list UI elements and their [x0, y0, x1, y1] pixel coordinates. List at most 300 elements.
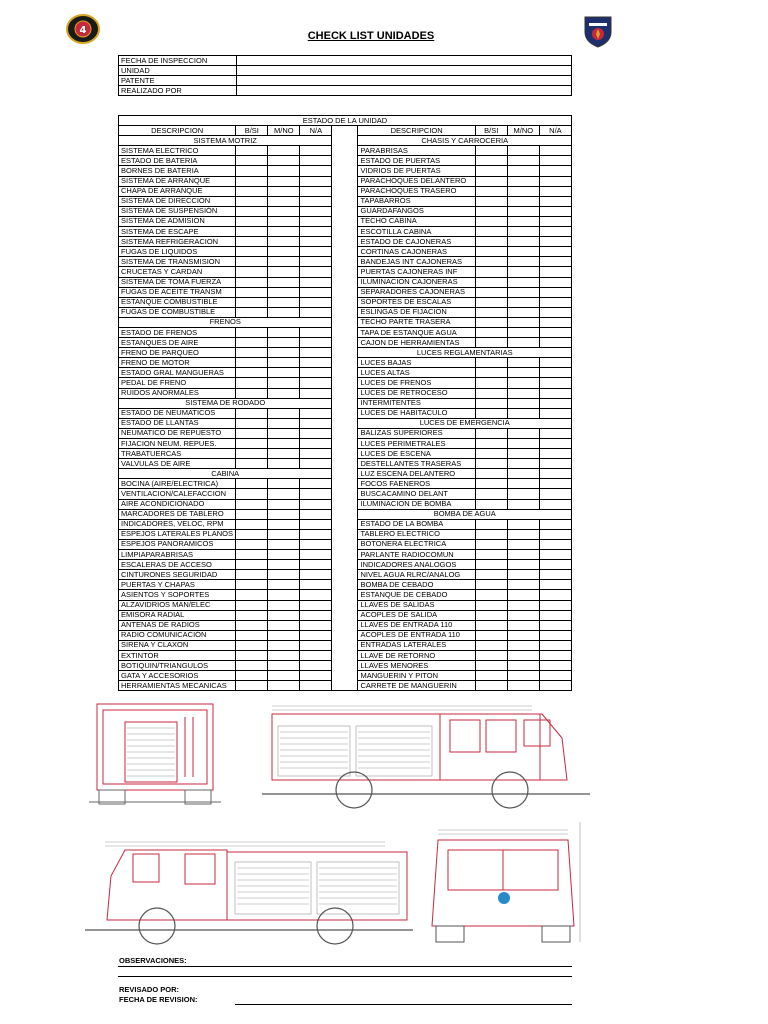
check-cell-mno[interactable]	[507, 247, 539, 257]
check-cell-bsi[interactable]	[475, 560, 507, 570]
check-cell-mno[interactable]	[507, 519, 539, 529]
check-cell-bsi[interactable]	[475, 287, 507, 297]
check-cell-bsi[interactable]	[236, 206, 268, 216]
check-cell-mno[interactable]	[268, 307, 300, 317]
check-cell-na[interactable]	[539, 499, 571, 509]
check-cell-mno[interactable]	[507, 166, 539, 176]
check-cell-bsi[interactable]	[236, 176, 268, 186]
check-cell-bsi[interactable]	[236, 610, 268, 620]
check-cell-mno[interactable]	[268, 287, 300, 297]
check-cell-na[interactable]	[539, 156, 571, 166]
check-cell-na[interactable]	[300, 479, 332, 489]
check-cell-na[interactable]	[300, 661, 332, 671]
check-cell-bsi[interactable]	[475, 408, 507, 418]
check-cell-bsi[interactable]	[236, 539, 268, 549]
check-cell-na[interactable]	[300, 408, 332, 418]
check-cell-na[interactable]	[539, 398, 571, 408]
check-cell-mno[interactable]	[268, 368, 300, 378]
check-cell-bsi[interactable]	[475, 459, 507, 469]
check-cell-na[interactable]	[539, 459, 571, 469]
check-cell-na[interactable]	[539, 277, 571, 287]
info-value-field[interactable]	[237, 86, 572, 96]
check-cell-na[interactable]	[539, 237, 571, 247]
check-cell-mno[interactable]	[268, 378, 300, 388]
check-cell-bsi[interactable]	[236, 600, 268, 610]
check-cell-mno[interactable]	[268, 640, 300, 650]
check-cell-bsi[interactable]	[236, 550, 268, 560]
check-cell-bsi[interactable]	[475, 227, 507, 237]
check-cell-mno[interactable]	[268, 176, 300, 186]
check-cell-mno[interactable]	[507, 267, 539, 277]
check-cell-bsi[interactable]	[236, 166, 268, 176]
check-cell-na[interactable]	[300, 459, 332, 469]
check-cell-na[interactable]	[300, 257, 332, 267]
check-cell-na[interactable]	[539, 620, 571, 630]
check-cell-na[interactable]	[300, 509, 332, 519]
check-cell-bsi[interactable]	[236, 368, 268, 378]
check-cell-bsi[interactable]	[475, 428, 507, 438]
check-cell-mno[interactable]	[507, 206, 539, 216]
check-cell-mno[interactable]	[507, 610, 539, 620]
check-cell-bsi[interactable]	[475, 499, 507, 509]
check-cell-mno[interactable]	[268, 227, 300, 237]
check-cell-na[interactable]	[300, 590, 332, 600]
check-cell-mno[interactable]	[507, 620, 539, 630]
check-cell-bsi[interactable]	[475, 196, 507, 206]
check-cell-mno[interactable]	[507, 469, 539, 479]
check-cell-na[interactable]	[539, 257, 571, 267]
check-cell-na[interactable]	[300, 196, 332, 206]
check-cell-na[interactable]	[300, 439, 332, 449]
check-cell-bsi[interactable]	[236, 227, 268, 237]
check-cell-mno[interactable]	[507, 650, 539, 660]
check-cell-bsi[interactable]	[475, 368, 507, 378]
check-cell-bsi[interactable]	[475, 529, 507, 539]
check-cell-bsi[interactable]	[475, 661, 507, 671]
check-cell-mno[interactable]	[507, 216, 539, 226]
check-cell-mno[interactable]	[507, 408, 539, 418]
check-cell-na[interactable]	[300, 267, 332, 277]
check-cell-mno[interactable]	[507, 590, 539, 600]
check-cell-mno[interactable]	[268, 570, 300, 580]
check-cell-mno[interactable]	[507, 287, 539, 297]
check-cell-na[interactable]	[300, 327, 332, 337]
check-cell-mno[interactable]	[507, 156, 539, 166]
check-cell-mno[interactable]	[268, 388, 300, 398]
check-cell-bsi[interactable]	[236, 529, 268, 539]
check-cell-bsi[interactable]	[475, 469, 507, 479]
check-cell-bsi[interactable]	[236, 570, 268, 580]
check-cell-bsi[interactable]	[475, 358, 507, 368]
check-cell-bsi[interactable]	[475, 257, 507, 267]
check-cell-mno[interactable]	[268, 428, 300, 438]
check-cell-bsi[interactable]	[236, 196, 268, 206]
check-cell-bsi[interactable]	[475, 338, 507, 348]
check-cell-bsi[interactable]	[475, 388, 507, 398]
check-cell-na[interactable]	[300, 519, 332, 529]
check-cell-mno[interactable]	[507, 671, 539, 681]
check-cell-na[interactable]	[539, 146, 571, 156]
check-cell-na[interactable]	[300, 338, 332, 348]
check-cell-na[interactable]	[539, 580, 571, 590]
check-cell-na[interactable]	[539, 206, 571, 216]
check-cell-bsi[interactable]	[475, 247, 507, 257]
check-cell-bsi[interactable]	[236, 327, 268, 337]
check-cell-na[interactable]	[539, 186, 571, 196]
check-cell-na[interactable]	[539, 681, 571, 691]
check-cell-bsi[interactable]	[475, 307, 507, 317]
check-cell-na[interactable]	[539, 378, 571, 388]
check-cell-mno[interactable]	[268, 358, 300, 368]
check-cell-na[interactable]	[300, 287, 332, 297]
check-cell-mno[interactable]	[268, 479, 300, 489]
check-cell-mno[interactable]	[507, 358, 539, 368]
check-cell-na[interactable]	[539, 196, 571, 206]
check-cell-mno[interactable]	[268, 186, 300, 196]
check-cell-bsi[interactable]	[236, 590, 268, 600]
check-cell-bsi[interactable]	[475, 186, 507, 196]
check-cell-bsi[interactable]	[236, 338, 268, 348]
check-cell-bsi[interactable]	[236, 580, 268, 590]
check-cell-mno[interactable]	[268, 327, 300, 337]
check-cell-bsi[interactable]	[475, 176, 507, 186]
check-cell-na[interactable]	[539, 529, 571, 539]
check-cell-na[interactable]	[539, 550, 571, 560]
check-cell-bsi[interactable]	[475, 539, 507, 549]
check-cell-mno[interactable]	[507, 681, 539, 691]
check-cell-bsi[interactable]	[475, 630, 507, 640]
check-cell-na[interactable]	[539, 489, 571, 499]
check-cell-bsi[interactable]	[475, 671, 507, 681]
check-cell-bsi[interactable]	[236, 620, 268, 630]
check-cell-na[interactable]	[539, 640, 571, 650]
check-cell-mno[interactable]	[507, 317, 539, 327]
check-cell-mno[interactable]	[268, 459, 300, 469]
check-cell-bsi[interactable]	[236, 499, 268, 509]
check-cell-bsi[interactable]	[236, 216, 268, 226]
check-cell-na[interactable]	[300, 206, 332, 216]
check-cell-na[interactable]	[539, 317, 571, 327]
check-cell-mno[interactable]	[268, 216, 300, 226]
check-cell-na[interactable]	[539, 297, 571, 307]
check-cell-mno[interactable]	[507, 539, 539, 549]
check-cell-mno[interactable]	[268, 661, 300, 671]
check-cell-bsi[interactable]	[236, 287, 268, 297]
check-cell-na[interactable]	[300, 580, 332, 590]
check-cell-bsi[interactable]	[236, 297, 268, 307]
check-cell-na[interactable]	[300, 489, 332, 499]
check-cell-mno[interactable]	[507, 449, 539, 459]
check-cell-bsi[interactable]	[236, 519, 268, 529]
check-cell-mno[interactable]	[268, 206, 300, 216]
check-cell-bsi[interactable]	[236, 630, 268, 640]
check-cell-bsi[interactable]	[475, 600, 507, 610]
check-cell-mno[interactable]	[268, 681, 300, 691]
check-cell-bsi[interactable]	[236, 418, 268, 428]
check-cell-na[interactable]	[539, 267, 571, 277]
check-cell-na[interactable]	[300, 640, 332, 650]
check-cell-na[interactable]	[300, 550, 332, 560]
check-cell-na[interactable]	[300, 297, 332, 307]
check-cell-mno[interactable]	[507, 237, 539, 247]
check-cell-na[interactable]	[300, 378, 332, 388]
check-cell-na[interactable]	[539, 176, 571, 186]
check-cell-na[interactable]	[300, 348, 332, 358]
check-cell-bsi[interactable]	[236, 146, 268, 156]
check-cell-na[interactable]	[539, 519, 571, 529]
check-cell-mno[interactable]	[268, 489, 300, 499]
check-cell-bsi[interactable]	[236, 408, 268, 418]
check-cell-na[interactable]	[300, 166, 332, 176]
check-cell-bsi[interactable]	[475, 277, 507, 287]
check-cell-na[interactable]	[539, 630, 571, 640]
check-cell-bsi[interactable]	[475, 550, 507, 560]
check-cell-mno[interactable]	[507, 459, 539, 469]
check-cell-mno[interactable]	[507, 176, 539, 186]
check-cell-na[interactable]	[539, 428, 571, 438]
check-cell-mno[interactable]	[507, 338, 539, 348]
check-cell-mno[interactable]	[268, 348, 300, 358]
check-cell-bsi[interactable]	[475, 216, 507, 226]
check-cell-na[interactable]	[539, 439, 571, 449]
check-cell-mno[interactable]	[507, 428, 539, 438]
check-cell-mno[interactable]	[268, 408, 300, 418]
check-cell-mno[interactable]	[507, 378, 539, 388]
check-cell-bsi[interactable]	[236, 358, 268, 368]
check-cell-mno[interactable]	[507, 560, 539, 570]
check-cell-na[interactable]	[300, 307, 332, 317]
check-cell-bsi[interactable]	[475, 146, 507, 156]
check-cell-mno[interactable]	[507, 368, 539, 378]
check-cell-na[interactable]	[300, 368, 332, 378]
check-cell-na[interactable]	[539, 368, 571, 378]
check-cell-mno[interactable]	[268, 519, 300, 529]
check-cell-mno[interactable]	[507, 499, 539, 509]
check-cell-na[interactable]	[539, 600, 571, 610]
check-cell-mno[interactable]	[268, 196, 300, 206]
check-cell-mno[interactable]	[507, 580, 539, 590]
check-cell-na[interactable]	[539, 327, 571, 337]
check-cell-bsi[interactable]	[475, 317, 507, 327]
check-cell-mno[interactable]	[507, 479, 539, 489]
check-cell-na[interactable]	[300, 358, 332, 368]
check-cell-mno[interactable]	[268, 600, 300, 610]
check-cell-bsi[interactable]	[475, 206, 507, 216]
check-cell-na[interactable]	[539, 539, 571, 549]
check-cell-na[interactable]	[300, 156, 332, 166]
check-cell-mno[interactable]	[268, 247, 300, 257]
check-cell-na[interactable]	[300, 620, 332, 630]
check-cell-mno[interactable]	[268, 439, 300, 449]
check-cell-bsi[interactable]	[475, 640, 507, 650]
check-cell-na[interactable]	[300, 650, 332, 660]
info-value-field[interactable]	[237, 76, 572, 86]
check-cell-mno[interactable]	[268, 509, 300, 519]
check-cell-bsi[interactable]	[236, 388, 268, 398]
check-cell-na[interactable]	[300, 600, 332, 610]
check-cell-na[interactable]	[300, 671, 332, 681]
check-cell-mno[interactable]	[268, 146, 300, 156]
info-value-field[interactable]	[237, 66, 572, 76]
check-cell-na[interactable]	[539, 166, 571, 176]
check-cell-bsi[interactable]	[475, 327, 507, 337]
check-cell-mno[interactable]	[507, 570, 539, 580]
check-cell-bsi[interactable]	[236, 428, 268, 438]
check-cell-na[interactable]	[539, 469, 571, 479]
check-cell-bsi[interactable]	[236, 267, 268, 277]
check-cell-na[interactable]	[539, 388, 571, 398]
check-cell-na[interactable]	[300, 681, 332, 691]
check-cell-na[interactable]	[300, 247, 332, 257]
check-cell-mno[interactable]	[507, 630, 539, 640]
check-cell-mno[interactable]	[268, 297, 300, 307]
check-cell-bsi[interactable]	[236, 348, 268, 358]
check-cell-mno[interactable]	[268, 267, 300, 277]
check-cell-mno[interactable]	[268, 499, 300, 509]
check-cell-mno[interactable]	[507, 398, 539, 408]
check-cell-na[interactable]	[539, 560, 571, 570]
check-cell-bsi[interactable]	[475, 590, 507, 600]
check-cell-na[interactable]	[300, 630, 332, 640]
check-cell-mno[interactable]	[507, 307, 539, 317]
check-cell-mno[interactable]	[507, 227, 539, 237]
check-cell-mno[interactable]	[268, 418, 300, 428]
check-cell-mno[interactable]	[268, 338, 300, 348]
check-cell-na[interactable]	[300, 227, 332, 237]
check-cell-na[interactable]	[300, 610, 332, 620]
check-cell-na[interactable]	[539, 216, 571, 226]
check-cell-na[interactable]	[539, 479, 571, 489]
check-cell-bsi[interactable]	[236, 378, 268, 388]
check-cell-bsi[interactable]	[475, 398, 507, 408]
check-cell-bsi[interactable]	[236, 489, 268, 499]
check-cell-mno[interactable]	[507, 327, 539, 337]
check-cell-mno[interactable]	[507, 277, 539, 287]
check-cell-bsi[interactable]	[236, 449, 268, 459]
check-cell-bsi[interactable]	[475, 489, 507, 499]
check-cell-bsi[interactable]	[475, 166, 507, 176]
check-cell-mno[interactable]	[268, 630, 300, 640]
check-cell-bsi[interactable]	[236, 459, 268, 469]
check-cell-na[interactable]	[300, 560, 332, 570]
check-cell-na[interactable]	[539, 338, 571, 348]
check-cell-mno[interactable]	[507, 550, 539, 560]
check-cell-na[interactable]	[539, 650, 571, 660]
check-cell-mno[interactable]	[268, 277, 300, 287]
check-cell-bsi[interactable]	[475, 449, 507, 459]
check-cell-bsi[interactable]	[475, 479, 507, 489]
check-cell-bsi[interactable]	[236, 509, 268, 519]
check-cell-bsi[interactable]	[236, 640, 268, 650]
check-cell-mno[interactable]	[268, 529, 300, 539]
check-cell-mno[interactable]	[507, 257, 539, 267]
check-cell-mno[interactable]	[268, 610, 300, 620]
check-cell-bsi[interactable]	[475, 580, 507, 590]
check-cell-na[interactable]	[539, 247, 571, 257]
check-cell-mno[interactable]	[507, 297, 539, 307]
check-cell-bsi[interactable]	[236, 186, 268, 196]
check-cell-na[interactable]	[539, 408, 571, 418]
check-cell-na[interactable]	[539, 590, 571, 600]
check-cell-na[interactable]	[539, 671, 571, 681]
check-cell-bsi[interactable]	[475, 156, 507, 166]
check-cell-mno[interactable]	[268, 671, 300, 681]
check-cell-na[interactable]	[300, 529, 332, 539]
check-cell-mno[interactable]	[507, 196, 539, 206]
check-cell-bsi[interactable]	[236, 156, 268, 166]
check-cell-na[interactable]	[539, 449, 571, 459]
check-cell-na[interactable]	[300, 418, 332, 428]
check-cell-mno[interactable]	[268, 580, 300, 590]
check-cell-bsi[interactable]	[236, 307, 268, 317]
check-cell-mno[interactable]	[268, 257, 300, 267]
check-cell-na[interactable]	[300, 216, 332, 226]
check-cell-mno[interactable]	[507, 439, 539, 449]
check-cell-bsi[interactable]	[236, 247, 268, 257]
check-cell-bsi[interactable]	[236, 439, 268, 449]
check-cell-na[interactable]	[539, 661, 571, 671]
check-cell-mno[interactable]	[268, 620, 300, 630]
check-cell-na[interactable]	[539, 610, 571, 620]
check-cell-bsi[interactable]	[475, 378, 507, 388]
check-cell-na[interactable]	[300, 539, 332, 549]
check-cell-mno[interactable]	[507, 186, 539, 196]
check-cell-na[interactable]	[539, 570, 571, 580]
check-cell-mno[interactable]	[268, 237, 300, 247]
check-cell-na[interactable]	[539, 358, 571, 368]
check-cell-na[interactable]	[539, 307, 571, 317]
check-cell-bsi[interactable]	[475, 267, 507, 277]
check-cell-bsi[interactable]	[236, 681, 268, 691]
check-cell-mno[interactable]	[268, 449, 300, 459]
check-cell-na[interactable]	[300, 186, 332, 196]
check-cell-mno[interactable]	[507, 529, 539, 539]
check-cell-na[interactable]	[539, 287, 571, 297]
check-cell-mno[interactable]	[268, 590, 300, 600]
check-cell-mno[interactable]	[507, 388, 539, 398]
check-cell-mno[interactable]	[507, 661, 539, 671]
check-cell-bsi[interactable]	[236, 661, 268, 671]
check-cell-mno[interactable]	[507, 146, 539, 156]
check-cell-mno[interactable]	[507, 489, 539, 499]
check-cell-na[interactable]	[300, 428, 332, 438]
check-cell-bsi[interactable]	[236, 560, 268, 570]
check-cell-bsi[interactable]	[475, 570, 507, 580]
check-cell-bsi[interactable]	[236, 257, 268, 267]
check-cell-mno[interactable]	[268, 550, 300, 560]
check-cell-bsi[interactable]	[236, 671, 268, 681]
check-cell-na[interactable]	[300, 146, 332, 156]
check-cell-bsi[interactable]	[475, 439, 507, 449]
check-cell-mno[interactable]	[268, 650, 300, 660]
info-value-field[interactable]	[237, 56, 572, 66]
check-cell-bsi[interactable]	[236, 237, 268, 247]
check-cell-bsi[interactable]	[475, 610, 507, 620]
check-cell-bsi[interactable]	[475, 297, 507, 307]
check-cell-bsi[interactable]	[236, 479, 268, 489]
check-cell-mno[interactable]	[507, 640, 539, 650]
check-cell-mno[interactable]	[268, 539, 300, 549]
check-cell-na[interactable]	[539, 227, 571, 237]
check-cell-bsi[interactable]	[475, 650, 507, 660]
check-cell-mno[interactable]	[507, 600, 539, 610]
check-cell-bsi[interactable]	[475, 681, 507, 691]
check-cell-mno[interactable]	[268, 560, 300, 570]
check-cell-na[interactable]	[300, 499, 332, 509]
check-cell-na[interactable]	[300, 449, 332, 459]
check-cell-na[interactable]	[300, 237, 332, 247]
check-cell-mno[interactable]	[268, 166, 300, 176]
